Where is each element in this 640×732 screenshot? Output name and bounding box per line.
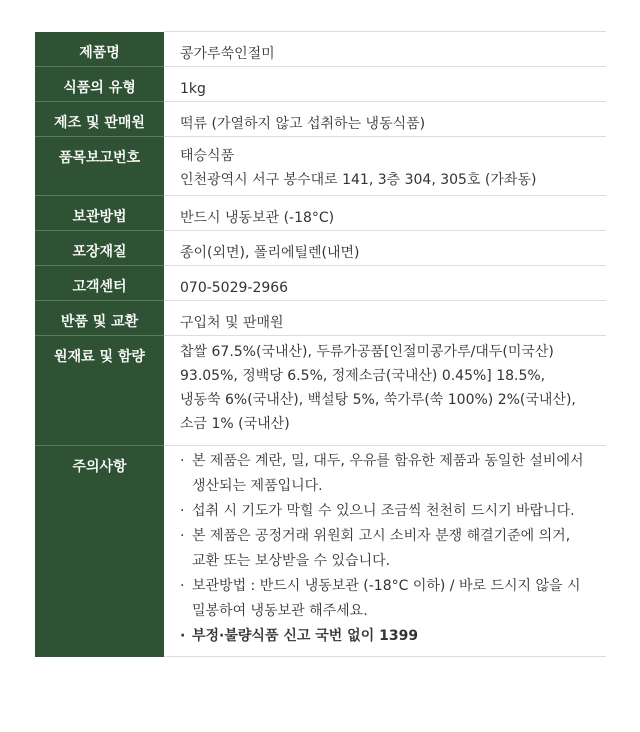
row-ingredients xyxy=(35,336,606,446)
row-storage xyxy=(35,196,606,231)
caution-text: · 보관방법 : 반드시 냉동보관 (-18°C 이하) / 바로 드시지 않을 시 xyxy=(192,578,581,594)
value-packaging: 종이(외면), 폴리에틸렌(내면) xyxy=(164,231,606,266)
caution-item xyxy=(180,574,596,624)
value-cautions xyxy=(164,446,606,657)
row-product-name xyxy=(35,32,606,67)
caution-text: 생산되는 제품입니다. xyxy=(192,478,323,494)
row-customer-center xyxy=(35,266,606,301)
value-manufacturer: 떡류 (가열하지 않고 섭취하는 냉동식품) xyxy=(164,102,606,137)
ingredients-line: 냉동쑥 6%(국내산), 백설탕 5%, 쑥가루(쑥 100%) 2%(국내산), xyxy=(180,392,576,408)
value-ingredients xyxy=(164,336,606,446)
caution-text: 밀봉하여 냉동보관 해주세요. xyxy=(192,603,368,619)
caution-text: · 섭취 시 기도가 막힐 수 있으니 조금씩 천천히 드시기 바랍니다. xyxy=(192,503,575,519)
caution-list xyxy=(180,449,596,649)
label-customer-center: 고객센터 xyxy=(35,266,164,301)
row-manufacturer xyxy=(35,102,606,137)
row-cautions xyxy=(35,446,606,657)
row-packaging xyxy=(35,231,606,266)
label-manufacturer: 제조 및 판매원 xyxy=(35,102,164,137)
caution-item xyxy=(180,449,596,499)
value-product-name: 콩가루쑥인절미 xyxy=(164,32,606,67)
label-report-number: 품목보고번호 xyxy=(35,137,164,196)
value-report-number xyxy=(164,137,606,196)
row-report-number xyxy=(35,137,606,196)
caution-text: · 본 제품은 공정거래 위원회 고시 소비자 분쟁 해결기준에 의거, xyxy=(192,528,571,544)
value-storage: 반드시 냉동보관 (-18°C) xyxy=(164,196,606,231)
value-food-type: 1kg xyxy=(164,67,606,102)
caution-item xyxy=(180,499,596,524)
caution-item-report xyxy=(180,624,596,649)
row-returns xyxy=(35,301,606,336)
product-info-table xyxy=(35,31,606,657)
ingredients-line: 93.05%, 정백당 6.5%, 정제소금(국내산) 0.45%] 18.5%, xyxy=(180,368,546,384)
label-storage: 보관방법 xyxy=(35,196,164,231)
row-food-type xyxy=(35,67,606,102)
ingredients-line: 소금 1% (국내산) xyxy=(180,416,290,432)
label-cautions: 주의사항 xyxy=(35,446,164,657)
label-food-type: 식품의 유형 xyxy=(35,67,164,102)
company-address: 인천광역시 서구 봉수대로 141, 3층 304, 305호 (가좌동) xyxy=(180,172,537,188)
caution-text: · 본 제품은 계란, 밀, 대두, 우유를 함유한 제품과 동일한 설비에서 xyxy=(192,453,584,469)
caution-text: · 부정·불량식품 신고 국번 없이 1399 xyxy=(192,628,419,644)
value-customer-center: 070-5029-2966 xyxy=(164,266,606,301)
caution-item xyxy=(180,524,596,574)
label-returns: 반품 및 교환 xyxy=(35,301,164,336)
label-ingredients: 원재료 및 함량 xyxy=(35,336,164,446)
value-returns: 구입처 및 판매원 xyxy=(164,301,606,336)
label-product-name: 제품명 xyxy=(35,32,164,67)
label-packaging: 포장재질 xyxy=(35,231,164,266)
company-name: 태승식품 xyxy=(180,148,235,164)
ingredients-line: 찹쌀 67.5%(국내산), 두류가공품[인절미콩가루/대두(미국산) xyxy=(180,344,554,360)
caution-text: 교환 또는 보상받을 수 있습니다. xyxy=(192,553,391,569)
